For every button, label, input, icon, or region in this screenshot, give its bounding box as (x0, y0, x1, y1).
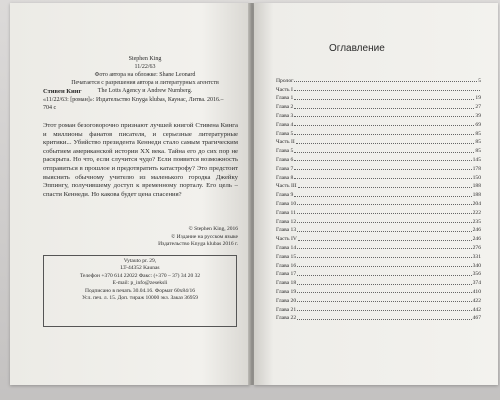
toc-row (276, 145, 481, 154)
toc-leader-dots (297, 248, 471, 249)
toc-row (276, 101, 481, 110)
toc-label: Часть I (276, 86, 293, 93)
toc-page-number: 85 (475, 148, 481, 155)
toc-label: Глава 11 (276, 209, 296, 216)
toc-label: Глава 17 (276, 271, 297, 278)
credit-line: Печатается с разрешения автора и литературных агентств (71, 80, 219, 86)
toc-leader-dots (297, 275, 471, 276)
toc-label: Часть III (276, 183, 297, 190)
printing-line: Усл. печ. л. 15. Доп. тираж 10000 экз. Заказ 36959 (81, 295, 199, 302)
copyright-line: Издательство Knyga klubas 2016 г. (158, 241, 238, 247)
printing-line: Телефон +370 614 22022 Факс: (+370 – 37) 34 20 32 (79, 272, 201, 279)
toc-label: Глава 5 (276, 148, 294, 155)
toc-label: Глава 22 (276, 315, 297, 322)
toc-row (276, 198, 481, 207)
toc-page-number: 246 (472, 227, 481, 234)
copyright-line: © Stephen King, 2016 (188, 226, 238, 232)
toc-page-number: 69 (475, 121, 481, 128)
toc-row (276, 84, 481, 93)
author-heading: Стивен Кинг (43, 88, 82, 95)
toc-leader-dots (294, 160, 471, 161)
toc-page-number: 178 (472, 165, 481, 172)
toc-row (276, 189, 481, 198)
toc-page-number: 276 (472, 244, 481, 251)
toc-row (276, 304, 481, 313)
toc-label: Глава 6 (276, 156, 294, 163)
toc-label: Глава 7 (276, 165, 294, 172)
toc-leader-dots (297, 257, 471, 258)
toc-row (276, 286, 481, 295)
toc-row (276, 207, 481, 216)
credit-line: 11/22/63 (134, 64, 156, 70)
toc-page-number: 188 (472, 183, 481, 190)
toc-label: Глава 1 (276, 95, 294, 102)
toc-row (276, 128, 481, 137)
toc-leader-dots (294, 152, 474, 153)
toc-leader-dots (294, 196, 471, 197)
toc-leader-dots (294, 116, 474, 117)
credits-block (70, 55, 220, 95)
toc-page-number: 340 (472, 262, 481, 269)
printing-info (47, 258, 233, 302)
toc-page-number: 85 (475, 139, 481, 146)
toc-label: Глава 13 (276, 227, 297, 234)
toc-page-number: 204 (472, 200, 481, 207)
toc-row (276, 251, 481, 260)
toc-row (276, 137, 481, 146)
toc-leader-dots (297, 310, 471, 311)
toc-page-number: 422 (472, 297, 481, 304)
toc-page-number: 5 (478, 77, 481, 84)
toc-row (276, 119, 481, 128)
toc-label: Часть IV (276, 236, 297, 243)
credit-line: The Lotts Agency и Andrew Nurnberg. (97, 88, 193, 94)
toc-leader-dots (297, 266, 471, 267)
toc-label: Часть II (276, 139, 295, 146)
toc-leader-dots (294, 90, 480, 91)
toc-label: Глава 16 (276, 262, 297, 269)
toc-leader-dots (294, 125, 474, 126)
toc-page-number: 145 (472, 156, 481, 163)
catalog-entry: «11/22/63: [роман]»: Издательство Knyga klubas, Каунас, Литва. 2016.– 704 с (43, 97, 224, 111)
toc-leader-dots (294, 169, 471, 170)
toc-leader-dots (294, 178, 471, 179)
toc-page-number: 39 (475, 112, 481, 119)
toc-leader-dots (297, 222, 471, 223)
printing-line: LT-44352 Kaunas (120, 265, 160, 272)
toc-row (276, 269, 481, 278)
credit-line: Stephen King (128, 56, 162, 62)
copyright-block (138, 226, 238, 249)
toc-label: Глава 9 (276, 192, 294, 199)
toc-label: Глава 4 (276, 121, 294, 128)
toc-row (276, 154, 481, 163)
toc-label: Глава 18 (276, 280, 297, 287)
toc-page-number: 356 (472, 271, 481, 278)
open-book (10, 3, 498, 385)
toc-leader-dots (297, 213, 472, 214)
toc-leader-dots (294, 81, 477, 82)
toc-leader-dots (298, 240, 472, 241)
toc-row (276, 225, 481, 234)
toc-row (276, 313, 481, 322)
toc-row (276, 75, 481, 84)
toc-page-number: 410 (472, 288, 481, 295)
toc-leader-dots (294, 134, 474, 135)
toc-row (276, 181, 481, 190)
toc-page-number: 374 (472, 280, 481, 287)
left-page (10, 3, 250, 385)
table-of-contents (276, 75, 481, 321)
toc-label: Глава 10 (276, 200, 297, 207)
right-page (254, 3, 498, 385)
toc-page-number: 19 (475, 95, 481, 102)
toc-leader-dots (298, 187, 472, 188)
toc-page-number: 442 (472, 306, 481, 313)
toc-row (276, 295, 481, 304)
copyright-line: © Издание на русском языке (171, 233, 238, 240)
printing-line: Подписано в печать 30.04.16. Формат 60x84/16 (85, 287, 195, 294)
toc-page-number: 150 (472, 174, 481, 181)
toc-label: Глава 12 (276, 218, 297, 225)
toc-row (276, 242, 481, 251)
toc-label: Глава 19 (276, 288, 297, 295)
toc-leader-dots (297, 204, 471, 205)
toc-page-number: 331 (472, 253, 481, 260)
toc-page-number: 27 (475, 104, 481, 111)
toc-page-number: 246 (472, 236, 481, 243)
toc-row (276, 216, 481, 225)
toc-row (276, 163, 481, 172)
toc-label: Глава 5 (276, 130, 294, 137)
toc-title: Оглавление (329, 43, 385, 54)
toc-leader-dots (296, 143, 475, 144)
toc-label: Пролог (276, 77, 294, 84)
credit-line: Фото автора на обложке: Shane Leonard (94, 72, 196, 78)
toc-label: Глава 8 (276, 174, 294, 181)
toc-page-number: 222 (472, 209, 481, 216)
toc-label: Глава 2 (276, 104, 294, 111)
toc-label: Глава 21 (276, 306, 297, 313)
toc-leader-dots (297, 231, 471, 232)
toc-page-number: 188 (472, 192, 481, 199)
toc-row (276, 172, 481, 181)
toc-leader-dots (294, 99, 474, 100)
toc-leader-dots (297, 319, 471, 320)
toc-leader-dots (297, 292, 471, 293)
toc-row (276, 93, 481, 102)
toc-leader-dots (294, 108, 474, 109)
toc-label: Глава 14 (276, 244, 297, 251)
annotation: Этот роман безоговорочно признают лучшей книгой Стивена Кинга и миллионы фанатов писателя, и серьезные литературные критики... Убийство президента Кеннеди стало самым трагическим событием американской истории XX века. Тайна его до сих пор не раскрыта. Но что, если случится чудо? Если появится возможность отправиться в прошлое и предотвратить катастрофу? Это предстоит выяснить обычному учителю из маленького городка Джейку Эппингу, получившему доступ к временному порталу. Его цель – спасти Кеннеди. Но какова будет цена спасения? (43, 122, 238, 198)
printing-line: E-mail: p_info@zeseksli (112, 280, 168, 287)
toc-leader-dots (297, 301, 471, 302)
toc-label: Глава 20 (276, 297, 297, 304)
toc-page-number: 235 (472, 218, 481, 225)
toc-label: Глава 3 (276, 112, 294, 119)
toc-row (276, 233, 481, 242)
toc-page-number: 467 (472, 315, 481, 322)
toc-page-number: 85 (475, 130, 481, 137)
printing-line: Vytauto pr. 29, (123, 258, 157, 264)
toc-row (276, 110, 481, 119)
toc-row (276, 260, 481, 269)
toc-leader-dots (297, 284, 471, 285)
toc-row (276, 277, 481, 286)
toc-label: Глава 15 (276, 253, 297, 260)
